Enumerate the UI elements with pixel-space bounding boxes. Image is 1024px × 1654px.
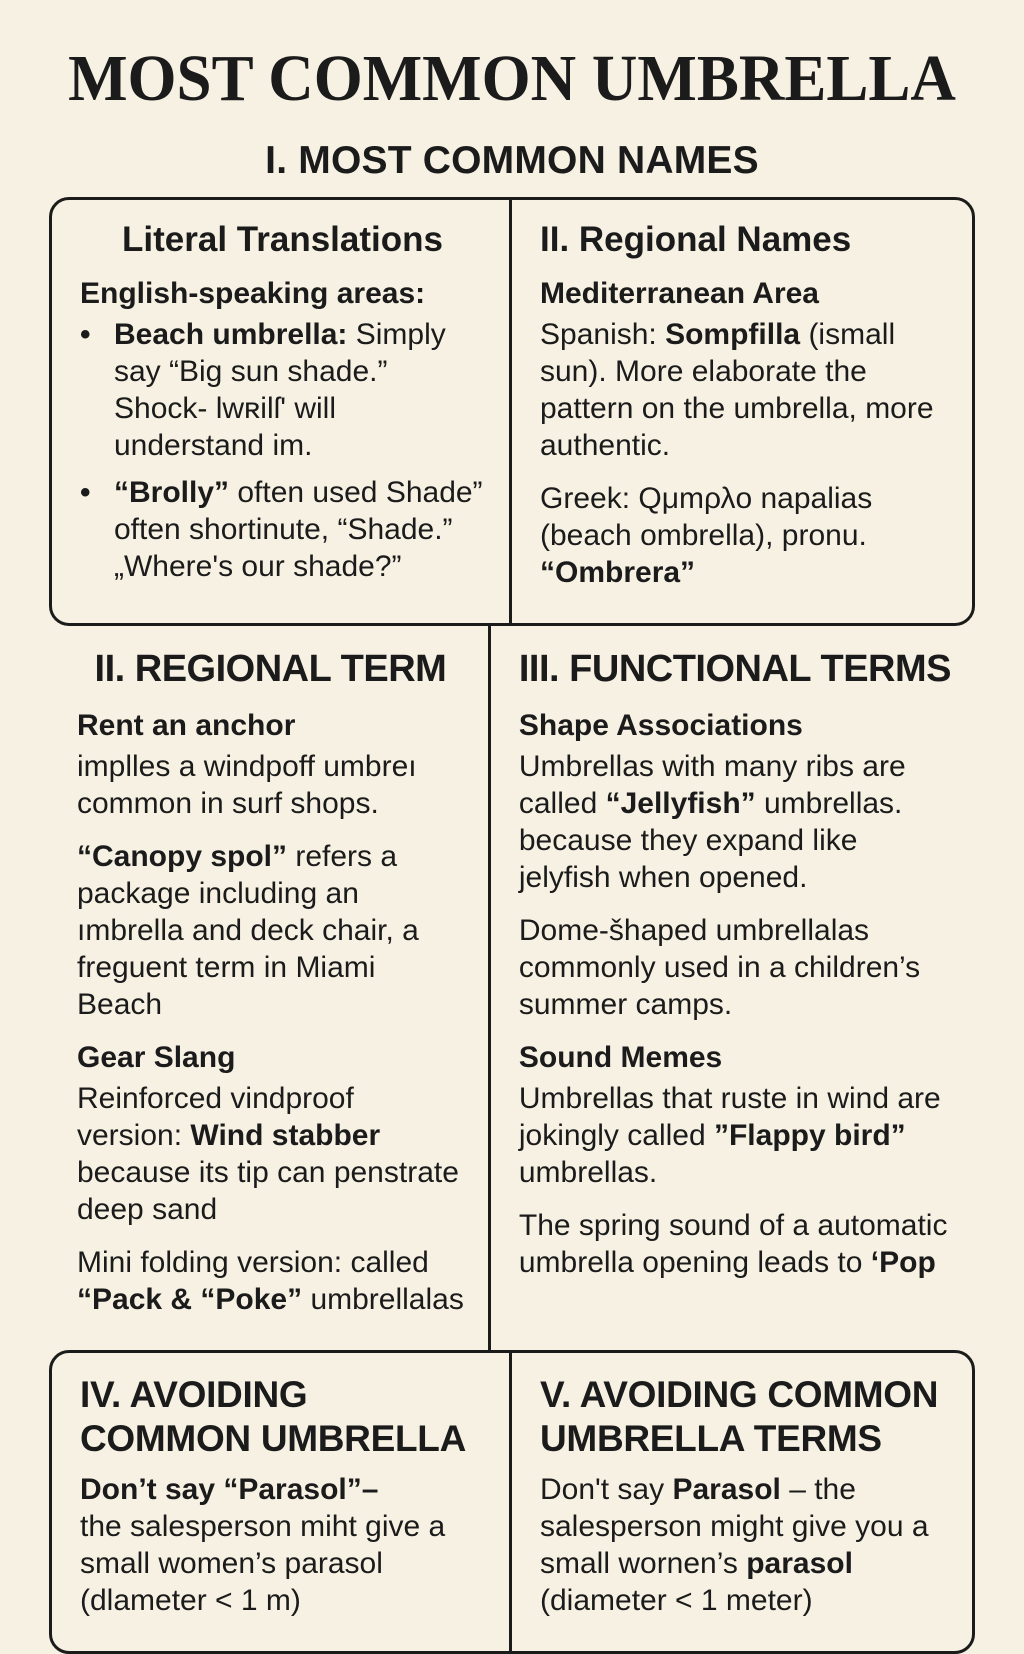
literal-translations-column bbox=[52, 200, 512, 623]
functional-terms-heading: III. FUNCTIONAL TERMS bbox=[518, 648, 951, 691]
bullet-paragraph bbox=[114, 316, 485, 464]
regional-names-blocks bbox=[540, 275, 948, 591]
literal-translations-heading: Literal Translations bbox=[122, 220, 443, 259]
bold-run: “Ombrera” bbox=[540, 556, 696, 590]
paragraph bbox=[540, 1471, 948, 1619]
text-run: (diameter < 1 meter) bbox=[540, 1583, 813, 1617]
text-run: Umbrellas with many ribs are called bbox=[518, 750, 906, 821]
english-areas-subheading: English-speaking areas: bbox=[80, 277, 426, 311]
paragraph bbox=[77, 1244, 464, 1318]
functional-terms-column bbox=[491, 626, 975, 1350]
sub-heading: Mediterranean Area bbox=[540, 277, 819, 311]
avoiding-umbrella-terms-column bbox=[512, 1353, 972, 1650]
avoiding-umbrella-terms-heading: V. AVOIDING COMMON UMBRELLA TERMS bbox=[540, 1374, 939, 1459]
bold-run: “Brolly” bbox=[114, 476, 230, 510]
text-run: because its tip can penstrate deep sand bbox=[77, 1156, 459, 1227]
regional-names-column bbox=[512, 200, 972, 623]
paragraph bbox=[77, 748, 464, 822]
names-panel bbox=[49, 197, 975, 626]
avoiding-common-umbrella-heading: IV. AVOIDING COMMON UMBRELLA bbox=[80, 1374, 467, 1459]
avoiding-common-umbrella-blocks bbox=[80, 1471, 485, 1619]
text-run: The spring sound of a automatic umbrella opening leads to bbox=[518, 1209, 948, 1280]
text-run: Dome-šhaped umbrellalas commonly used in a children’s summer camps. bbox=[518, 914, 921, 1022]
paragraph bbox=[77, 1080, 464, 1228]
bold-run: “Jellyfish” bbox=[605, 787, 756, 821]
text-run: Reinforced vindproof version: bbox=[77, 1082, 354, 1153]
content-sheet bbox=[49, 197, 975, 1654]
middle-section bbox=[49, 626, 975, 1350]
bold-run: Don’t say “Parasol”– bbox=[80, 1472, 379, 1506]
bold-run: Beach umbrella: bbox=[114, 318, 348, 352]
paragraph bbox=[519, 1080, 951, 1191]
text-run: implles a windpoff umbreı common in surf shops. bbox=[77, 750, 417, 821]
bullet-icon: • bbox=[80, 318, 91, 352]
bold-run: ”Flappy bird” bbox=[713, 1119, 906, 1153]
text-run: – the salesperson might give you a small wornen’s bbox=[540, 1472, 929, 1580]
bold-run: “Canopy spol” bbox=[77, 840, 288, 874]
infographic-page bbox=[0, 41, 1024, 1617]
bullet-paragraph bbox=[114, 474, 485, 585]
bullet-item bbox=[80, 474, 485, 585]
paragraph bbox=[80, 1471, 485, 1619]
bold-run: Wind stabber bbox=[190, 1119, 381, 1153]
paragraph bbox=[77, 838, 464, 1023]
regional-term-heading: II. REGIONAL TERM bbox=[94, 648, 447, 691]
page-subtitle: I. MOST COMMON NAMES bbox=[265, 139, 759, 182]
text-run: refers a package including an ımbrella and deck chair, a freguent term in Miami Beach bbox=[77, 840, 419, 1022]
regional-term-column bbox=[49, 626, 491, 1350]
text-run: Mini folding version: called bbox=[77, 1246, 429, 1280]
text-run: Simply say “Big sun shade.” Shock- lwʀilſ' will understand im. bbox=[114, 318, 446, 463]
bold-run: Parasol bbox=[672, 1472, 781, 1506]
text-run: the salesperson miht give a small women’s parasol (dlameter < 1 m) bbox=[80, 1509, 446, 1617]
text-run: Don't say bbox=[540, 1472, 673, 1506]
text-run: often used Shade” often shortinute, “Shade.” „Where's our shade?” bbox=[114, 476, 483, 584]
text-run: umbrellalas bbox=[302, 1283, 464, 1317]
avoiding-panel bbox=[49, 1350, 975, 1653]
text-run: Spanish: bbox=[540, 318, 666, 352]
bold-run: “Pack & “Poke” bbox=[77, 1283, 303, 1317]
sub-heading: Shape Associations bbox=[518, 709, 803, 743]
text-run: umbrellas. bbox=[518, 1156, 658, 1190]
paragraph bbox=[519, 1207, 951, 1281]
text-run: (ismall sun). More elaborate the pattern on the umbrella, more authentic. bbox=[540, 318, 934, 463]
sub-heading: Sound Memes bbox=[518, 1041, 723, 1075]
bold-run: parasol bbox=[746, 1546, 853, 1580]
sub-heading: Rent an anchor bbox=[77, 709, 296, 743]
regional-term-blocks bbox=[77, 707, 464, 1318]
regional-names-heading: II. Regional Names bbox=[540, 220, 852, 259]
text-run: umbrellas. because they expand like jelyfish when opened. bbox=[518, 787, 903, 895]
avoiding-umbrella-terms-blocks bbox=[540, 1471, 948, 1619]
text-run: Umbrellas that ruste in wind are jokingly called bbox=[518, 1082, 941, 1153]
paragraph bbox=[540, 316, 948, 464]
paragraph bbox=[519, 912, 951, 1023]
literal-translations-bullets bbox=[80, 316, 485, 585]
paragraph bbox=[519, 748, 951, 896]
sub-heading: Gear Slang bbox=[77, 1041, 236, 1075]
bullet-icon: • bbox=[80, 476, 91, 510]
page-title: MOST COMMON UMBRELLA bbox=[68, 41, 956, 115]
bold-run: Sompfilla bbox=[665, 318, 801, 352]
text-run: Greek: Qμmρλo napalias (beach ombrella), pronu. bbox=[540, 482, 873, 553]
avoiding-common-umbrella-column bbox=[52, 1353, 512, 1650]
bullet-item bbox=[80, 316, 485, 464]
paragraph bbox=[540, 480, 948, 591]
bold-run: ‘Pop bbox=[870, 1246, 936, 1280]
functional-terms-blocks bbox=[519, 707, 951, 1281]
